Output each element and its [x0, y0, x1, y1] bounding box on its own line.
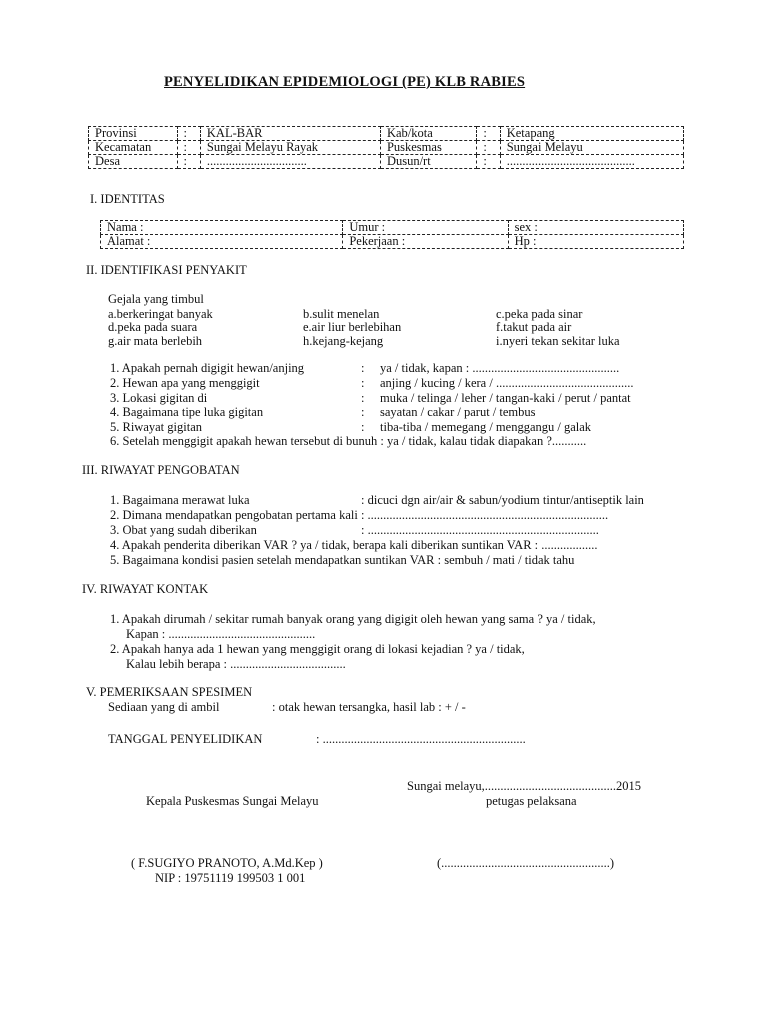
treatment-question-5: 5. Bagaimana kondisi pasien setelah mendapatkan suntikan VAR : sembuh / mati / tidak tahu [110, 553, 575, 567]
symptom-c: c.peka pada sinar [496, 307, 583, 321]
table-row [101, 235, 684, 249]
contact-question-1: 1. Apakah dirumah / sekitar rumah banyak orang yang digigit oleh hewan yang sama ? ya / tidak, [110, 612, 596, 626]
investigation-date-value: : ................................................................. [316, 732, 526, 746]
question-1: 1. Apakah pernah digigit hewan/anjing [110, 361, 305, 375]
section-pengobatan-heading: III. RIWAYAT PENGOBATAN [82, 463, 240, 477]
section-spesimen-heading: V. PEMERIKSAAN SPESIMEN [86, 685, 253, 699]
answer-4: sayatan / cakar / parut / tembus [380, 405, 536, 419]
symptom-h: h.kejang-kejang [303, 334, 384, 348]
phone-field: Hp : [508, 235, 683, 249]
hamlet-label: Dusun/rt [380, 155, 476, 169]
symptom-g: g.air mata berlebih [108, 334, 203, 348]
section-kontak-heading: IV. RIWAYAT KONTAK [82, 582, 209, 596]
officer-name: (......................................................) [437, 856, 615, 870]
village-label: Desa [89, 155, 178, 169]
province-value: KAL-BAR [200, 127, 380, 141]
form-title: PENYELIDIKAN EPIDEMIOLOGI (PE) KLB RABIES [164, 74, 526, 90]
contact-question-2-count: Kalau lebih berapa : ..................................... [126, 657, 346, 671]
specimen-label: Sediaan yang di ambil [108, 700, 220, 714]
sex-field: sex : [508, 221, 683, 235]
symptom-i: i.nyeri tekan sekitar luka [496, 334, 620, 348]
symptom-d: d.peka pada suara [108, 320, 198, 334]
officer-title: petugas pelaksana [486, 794, 577, 808]
answer-2: anjing / kucing / kera / ............................................ [380, 376, 634, 390]
investigation-date-label: TANGGAL PENYELIDIKAN [108, 732, 263, 746]
colon: : [477, 155, 500, 169]
colon: : [177, 141, 200, 155]
occupation-field: Pekerjaan : [343, 235, 508, 249]
colon: : [361, 420, 365, 434]
question-4: 4. Bagaimana tipe luka gigitan [110, 405, 264, 419]
puskesmas-label: Puskesmas [380, 141, 476, 155]
section-identifikasi-heading: II. IDENTIFIKASI PENYAKIT [86, 263, 247, 277]
question-3: 3. Lokasi gigitan di [110, 391, 208, 405]
regency-label: Kab/kota [380, 127, 476, 141]
colon: : [361, 361, 365, 375]
province-label: Provinsi [89, 127, 178, 141]
colon: : [361, 405, 365, 419]
question-6: 6. Setelah menggigit apakah hewan tersebut di bunuh : ya / tidak, kalau tidak diapakan ?........... [110, 434, 587, 448]
symptom-a: a.berkeringat banyak [108, 307, 213, 321]
question-5: 5. Riwayat gigitan [110, 420, 202, 434]
treatment-answer-3: : .......................................................................... [361, 523, 599, 537]
treatment-question-3: 3. Obat yang sudah diberikan [110, 523, 257, 537]
contact-question-1-when: Kapan : ............................................... [126, 627, 316, 641]
colon: : [177, 127, 200, 141]
age-field: Umur : [343, 221, 508, 235]
colon: : [477, 141, 500, 155]
treatment-question-2: 2. Dimana mendapatkan pengobatan pertama kali : ............................................................................. [110, 508, 609, 522]
symptoms-label: Gejala yang timbul [108, 292, 204, 306]
address-field: Alamat : [101, 235, 343, 249]
symptom-f: f.takut pada air [496, 320, 572, 334]
question-2: 2. Hewan apa yang menggigit [110, 376, 260, 390]
answer-1: ya / tidak, kapan : ............................................... [380, 361, 620, 375]
place-date: Sungai melayu,..........................................2015 [407, 779, 642, 793]
location-table [88, 126, 684, 169]
puskesmas-value: Sungai Melayu [500, 141, 683, 155]
village-value: ................................ [200, 155, 380, 169]
colon: : [477, 127, 500, 141]
section-identitas-heading: I. IDENTITAS [90, 192, 165, 206]
symptom-b: b.sulit menelan [303, 307, 380, 321]
symptom-e: e.air liur berlebihan [303, 320, 402, 334]
table-row [89, 155, 684, 169]
table-row [89, 141, 684, 155]
identity-table [100, 220, 684, 249]
colon: : [177, 155, 200, 169]
treatment-question-1: 1. Bagaimana merawat luka [110, 493, 250, 507]
answer-3: muka / telinga / leher / tangan-kaki / perut / pantat [380, 391, 631, 405]
treatment-answer-1: : dicuci dgn air/air & sabun/yodium tintur/antiseptik lain [361, 493, 644, 507]
head-nip: NIP : 19751119 199503 1 001 [155, 871, 306, 885]
treatment-question-4: 4. Apakah penderita diberikan VAR ? ya / tidak, berapa kali diberikan suntikan VAR : .................. [110, 538, 598, 552]
district-value: Sungai Melayu Rayak [200, 141, 380, 155]
district-label: Kecamatan [89, 141, 178, 155]
colon: : [361, 376, 365, 390]
head-name: ( F.SUGIYO PRANOTO, A.Md.Kep ) [131, 856, 323, 870]
regency-value: Ketapang [500, 127, 683, 141]
table-row [89, 127, 684, 141]
specimen-answer: : otak hewan tersangka, hasil lab : + / - [272, 700, 466, 714]
name-field: Nama : [101, 221, 343, 235]
contact-question-2: 2. Apakah hanya ada 1 hewan yang menggigit orang di lokasi kejadian ? ya / tidak, [110, 642, 525, 656]
colon: : [361, 391, 365, 405]
hamlet-value: ......................................... [500, 155, 683, 169]
table-row [101, 221, 684, 235]
answer-5: tiba-tiba / memegang / menggangu / galak [380, 420, 592, 434]
head-title: Kepala Puskesmas Sungai Melayu [146, 794, 319, 808]
